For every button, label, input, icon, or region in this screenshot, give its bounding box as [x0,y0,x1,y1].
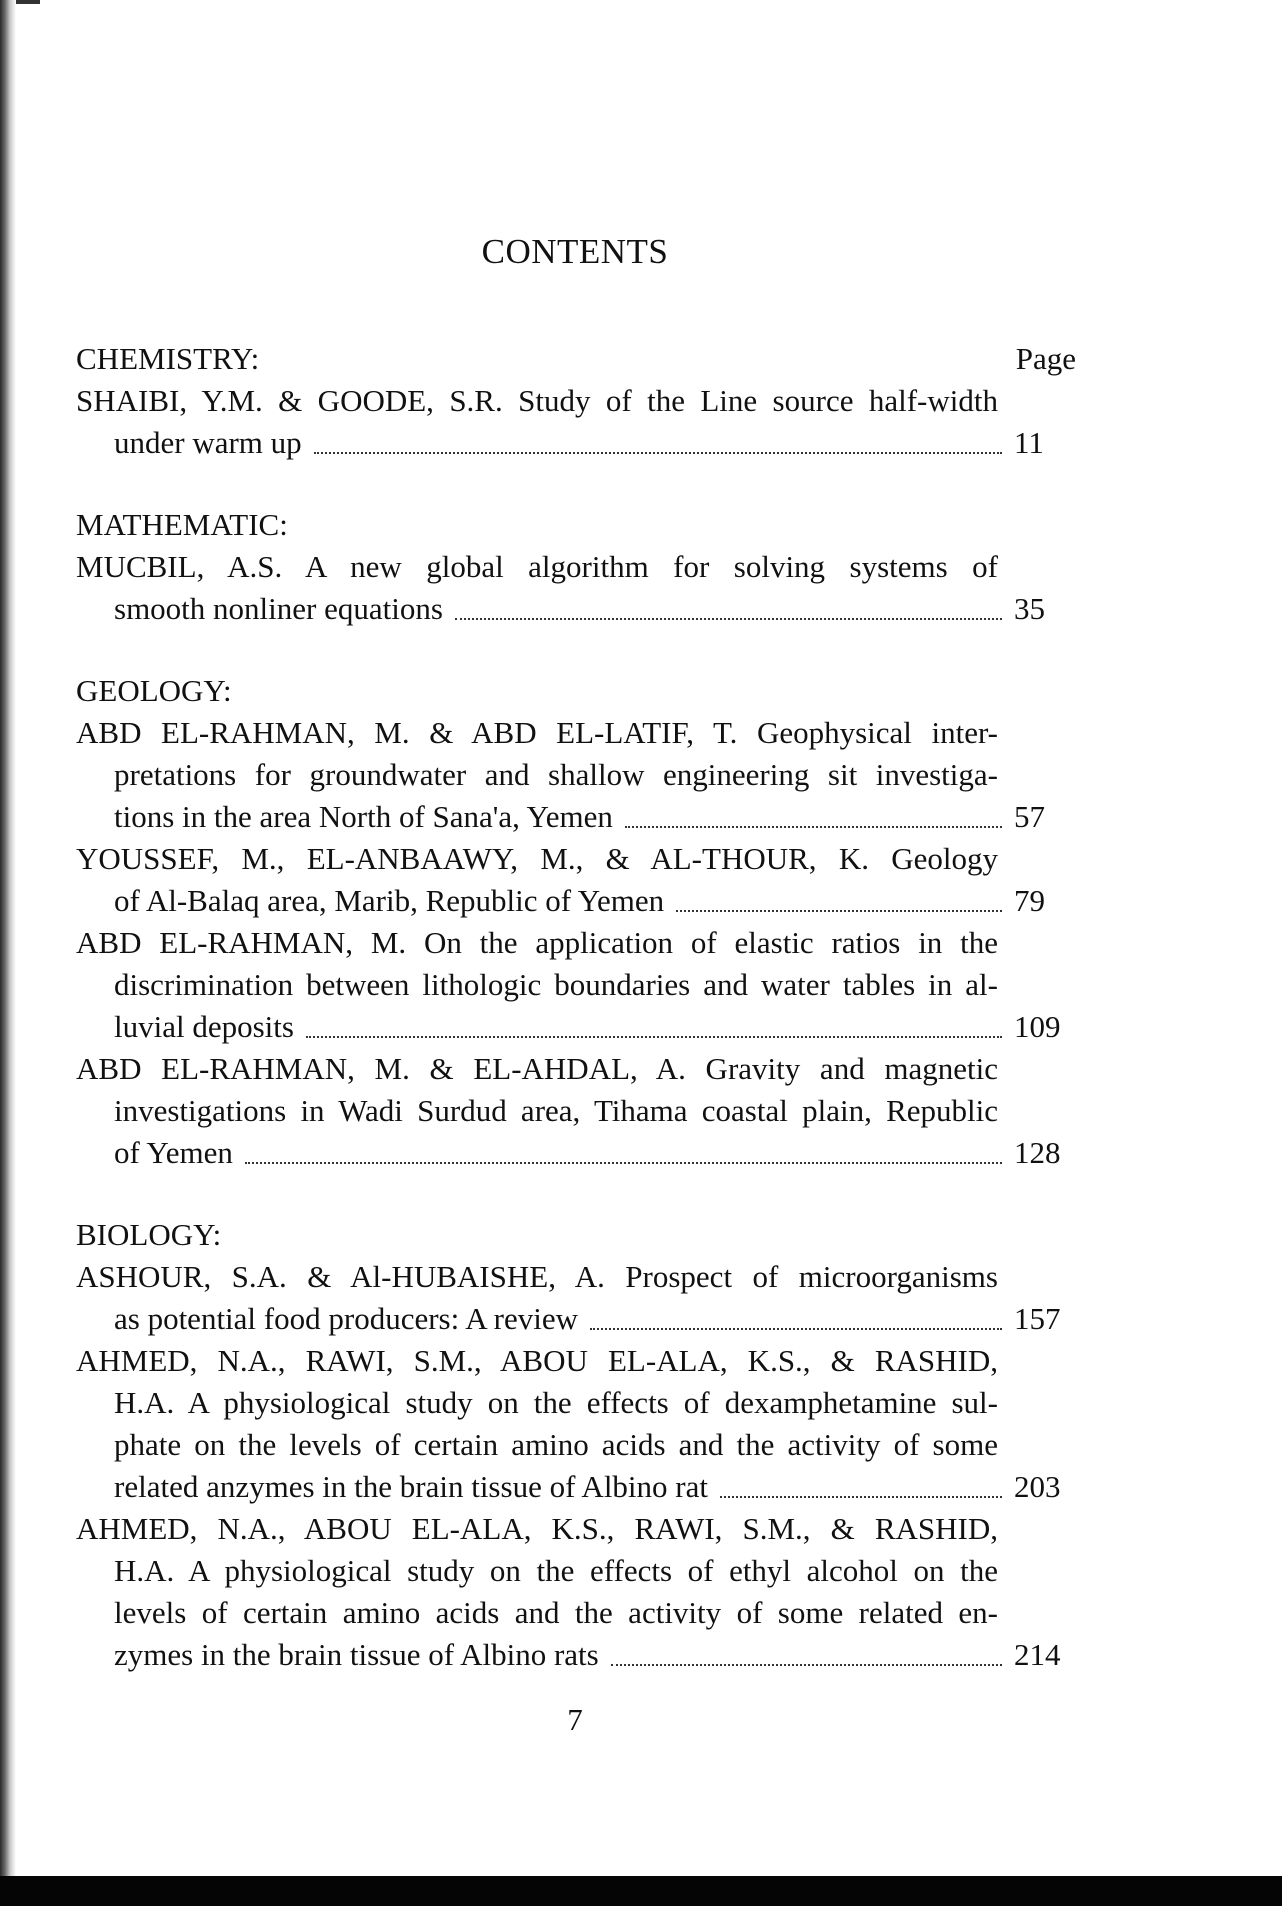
dot-leader [245,1154,1002,1164]
toc-entry [76,1340,1076,1508]
contents-list [76,338,1076,1716]
entry-line-text: of Yemen [114,1135,233,1170]
dot-leader [455,610,1002,620]
entry-line: SHAIBI, Y.M. & GOODE, S.R. Study of the Line source half-width [76,383,998,418]
toc-entry [76,712,1076,838]
entry-line-text: as potential food producers: A review [114,1301,579,1336]
section-heading: GEOLOGY: [76,673,232,708]
entry-line-last [76,1298,1076,1340]
toc-entry [76,380,1076,464]
toc-entry [76,838,1076,922]
dot-leader [611,1656,1002,1666]
entry-line: investigations in Wadi Surdud area, Tihama coastal plain, Republic [114,1093,998,1128]
entry-line-last [76,422,1076,464]
toc-entry [76,546,1076,630]
toc-entry [76,1256,1076,1340]
entry-line-last [76,1466,1076,1508]
section-heading: BIOLOGY: [76,1217,222,1252]
entry-line-last [76,796,1076,838]
entry-line-text: smooth nonliner equations [114,591,443,626]
entry-line-text: zymes in the brain tissue of Albino rats [114,1637,599,1672]
entry-line: ABD EL-RAHMAN, M. & ABD EL-LATIF, T. Geophysical inter- [76,715,998,750]
dot-leader [625,818,1002,828]
section-heading-row [76,504,1076,546]
dot-leader [314,444,1002,454]
entry-line-text: under warm up [114,425,302,460]
toc-entry [76,922,1076,1048]
entry-line-text: of Al-Balaq area, Marib, Republic of Yemen [114,883,665,918]
page-column-label: Page [1015,341,1076,376]
toc-entry [76,1508,1076,1676]
entry-page-number: 214 [1014,1637,1061,1672]
entry-page-number: 35 [1014,591,1045,626]
section-mathematic [76,504,1076,630]
entry-line: levels of certain amino acids and the activity of some related en- [114,1595,998,1630]
section-heading-row [76,670,1076,712]
entry-line: ABD EL-RAHMAN, M. & EL-AHDAL, A. Gravity and magnetic [76,1051,998,1086]
entry-line-last [76,1006,1076,1048]
entry-page-number: 57 [1014,799,1045,834]
section-heading: MATHEMATIC: [76,507,288,542]
toc-entry [76,1048,1076,1174]
entry-line: MUCBIL, A.S. A new global algorithm for solving systems of [76,549,998,584]
section-chemistry [76,338,1076,464]
entry-line-text: tions in the area North of Sana'a, Yemen [114,799,613,834]
section-biology [76,1214,1076,1676]
section-heading: CHEMISTRY: [76,341,260,376]
entry-line: ABD EL-RAHMAN, M. On the application of elastic ratios in the [76,925,998,960]
entry-line-last [76,1634,1076,1676]
dot-leader [590,1320,1002,1330]
entry-page-number: 79 [1014,883,1045,918]
entry-line-text: related anzymes in the brain tissue of Albino rat [114,1469,708,1504]
entry-line: pretations for groundwater and shallow engineering sit investiga- [114,757,998,792]
section-heading-row [76,1214,1076,1256]
entry-line: H.A. A physiological study on the effects of ethyl alcohol on the [114,1553,998,1588]
dot-leader [720,1488,1002,1498]
entry-page-number: 109 [1014,1009,1061,1044]
entry-page-number: 203 [1014,1469,1061,1504]
entry-line-text: luvial deposits [114,1009,294,1044]
dot-leader [306,1028,1002,1038]
section-heading-row [76,338,1076,380]
entry-line-last [76,880,1076,922]
entry-line-last [76,588,1076,630]
entry-page-number: 157 [1014,1301,1061,1336]
dot-leader [676,902,1002,912]
scan-bottom-edge [0,1876,1282,1906]
entry-line: AHMED, N.A., RAWI, S.M., ABOU EL-ALA, K.S., & RASHID, [76,1343,998,1378]
section-geology [76,670,1076,1174]
page-number: 7 [567,1702,583,1737]
scan-left-edge [0,0,16,1880]
entry-line: YOUSSEF, M., EL-ANBAAWY, M., & AL-THOUR, K. Geology [76,841,998,876]
entry-page-number: 128 [1014,1135,1061,1170]
contents-title: CONTENTS [481,232,669,271]
entry-line: discrimination between lithologic boundaries and water tables in al- [114,967,998,1002]
entry-line: phate on the levels of certain amino acids and the activity of some [114,1427,998,1462]
entry-page-number: 11 [1014,425,1044,460]
entry-line: ASHOUR, S.A. & Al-HUBAISHE, A. Prospect of microorganisms [76,1259,998,1294]
entry-line: H.A. A physiological study on the effects of dexamphetamine sul- [114,1385,998,1420]
entry-line-last [76,1132,1076,1174]
entry-line: AHMED, N.A., ABOU EL-ALA, K.S., RAWI, S.M., & RASHID, [76,1511,998,1546]
